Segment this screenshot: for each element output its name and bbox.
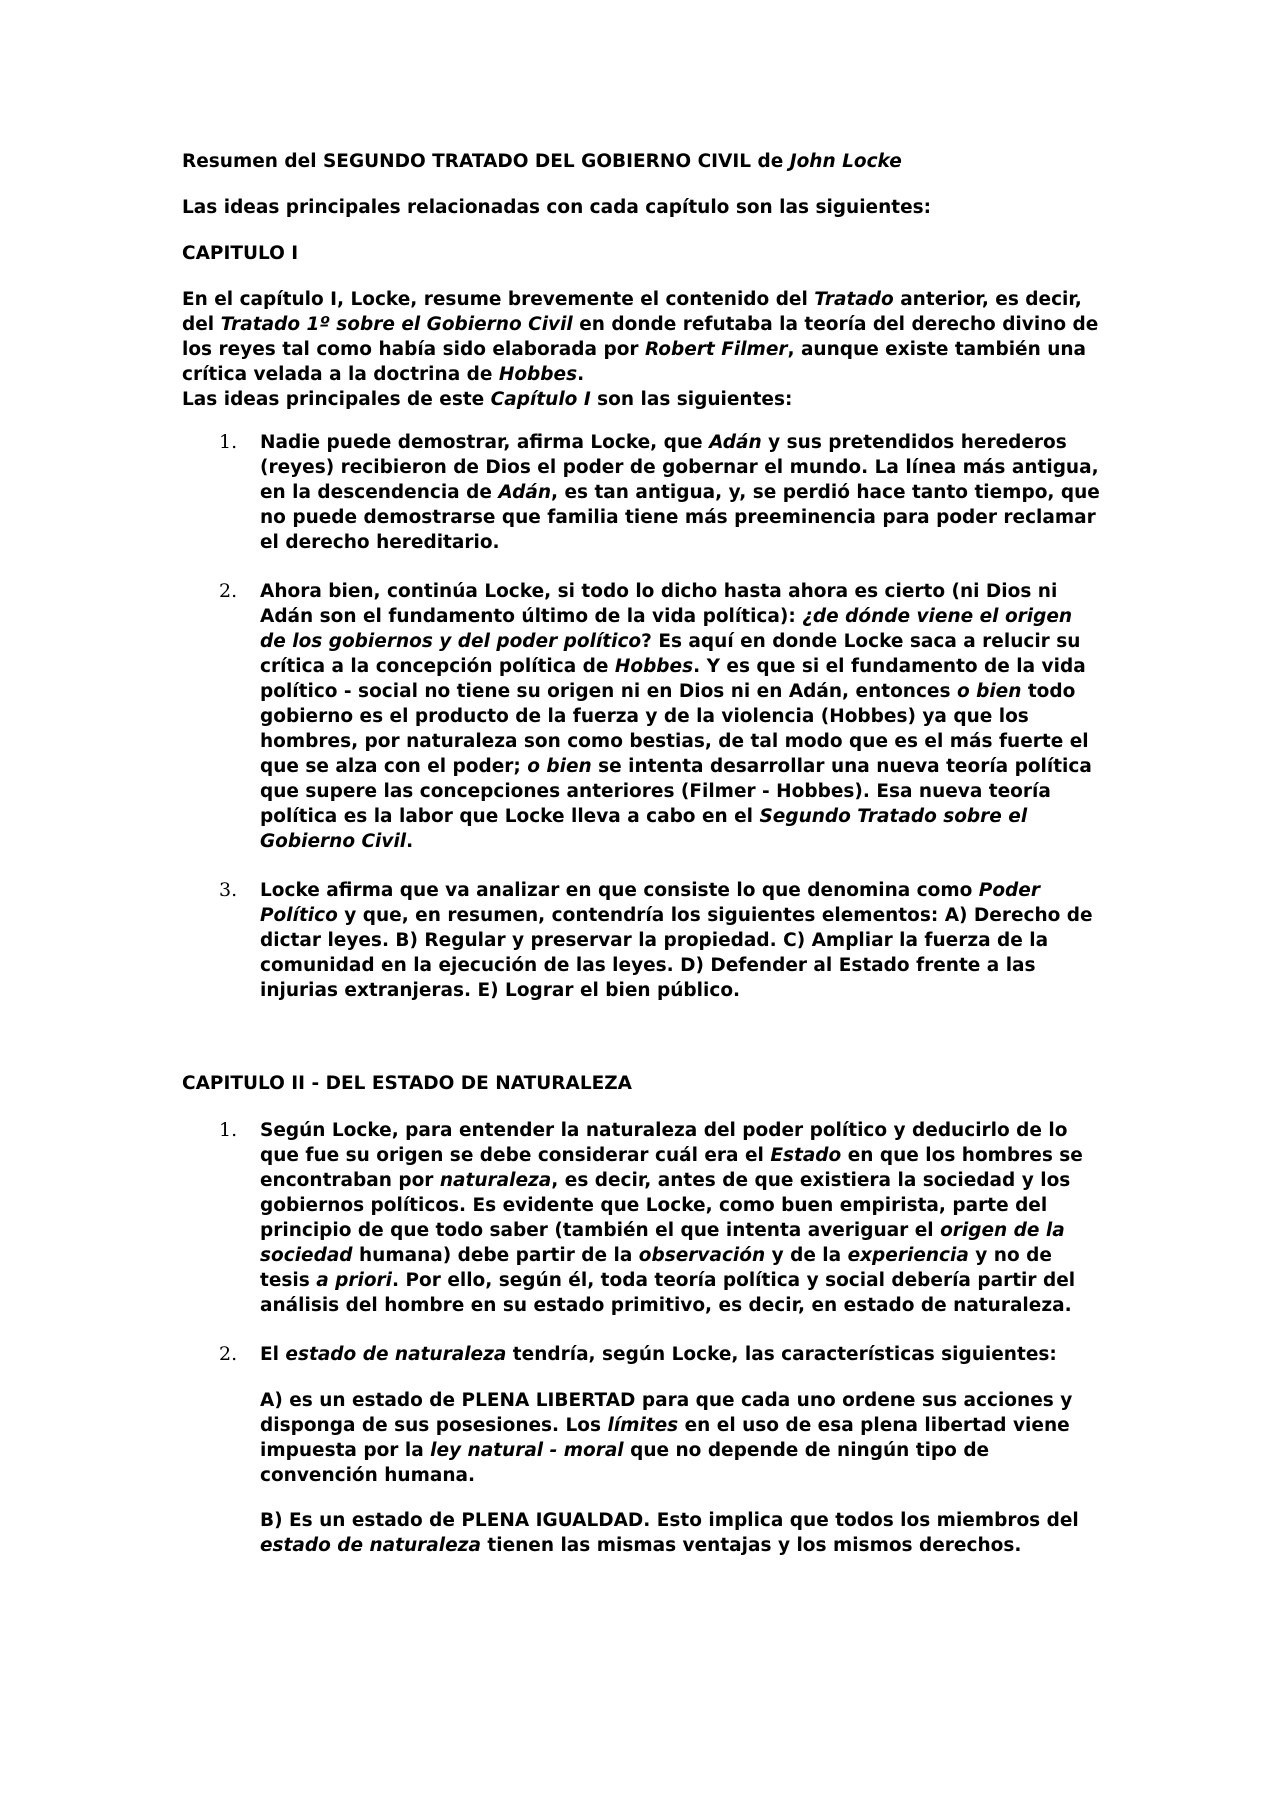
list-item: 1. Nadie puede demostrar, afirma Locke, que Adán y sus pretendidos herederos (reyes) recibieron de Dios el poder de gobernar el mundo. La línea más antigua, en la descendencia de Adán, es tan antigua, y, se perdió hace tanto tiempo, que no puede demostrarse que familia tiene más preeminencia para poder reclamar el derecho hereditario. [219,431,1100,553]
chapter-2-list [182,1118,1102,1558]
chapter-1-heading: CAPITULO I [182,243,299,264]
list-number: 1. [219,1119,238,1141]
characteristic-b: B) Es un estado de PLENA IGUALDAD. Esto implica que todos los miembros del estado de naturaleza tienen las mismas ventajas y los mismos derechos. [260,1510,1079,1556]
list-number: 2. [219,580,238,602]
list-number: 3. [219,879,238,901]
list-number: 1. [219,431,238,453]
document-body [182,149,1102,1558]
list-item: 3. Locke afirma que va analizar en que consiste lo que denomina como Poder Político y que, en resumen, contendría los siguientes elementos: A) Derecho de dictar leyes. B) Regular y preservar la propiedad. C) Ampliar la fuerza de la comunidad en la ejecución de las leyes. D) Defender al Estado frente a las injurias extranjeras. E) Lograr el bien público. [219,879,1093,1001]
chapter-1-summary-paragraph: En el capítulo I, Locke, resume brevemente el contenido del Tratado anterior, es decir, del Tratado 1º sobre el Gobierno Civil en donde refutaba la teoría del derecho divino de los reyes tal como había sido elaborada por Robert Filmer, aunque existe también una crítica velada a la doctrina de Hobbes. [182,289,1099,385]
chapter-1-list [182,430,1102,1003]
list-item: 1. Según Locke, para entender la naturaleza del poder político y deducirlo de lo que fue su origen se debe considerar cuál era el Estado en que los hombres se encontraban por naturaleza, es decir, antes de que existiera la sociedad y los gobiernos políticos. Es evidente que Locke, como buen empirista, parte del principio de que todo saber (también el que intenta averiguar el origen de la sociedad humana) debe partir de la observación y de la experiencia y no de tesis a priori. Por ello, según él, toda teoría política y social debería partir del análisis del hombre en su estado primitivo, es decir, en estado de naturaleza. [219,1119,1083,1316]
intro-paragraph: Las ideas principales relacionadas con cada capítulo son las siguientes: [182,197,932,218]
list-number: 2. [219,1343,238,1365]
author-name: John Locke [789,151,902,172]
list-item: 2. Ahora bien, continúa Locke, si todo lo dicho hasta ahora es cierto (ni Dios ni Adán son el fundamento último de la vida política): ¿de dónde viene el origen de los gobiernos y del poder político? Es aquí en donde Locke saca a relucir su crítica a la concepción política de Hobbes. Y es que si el fundamento de la vida político - social no tiene su origen ni en Dios ni en Adán, entonces o bien todo gobierno es el producto de la fuerza y de la violencia (Hobbes) ya que los hombres, por naturaleza son como bestias, de tal modo que es el más fuerte el que se alza con el poder; o bien se intenta desarrollar una nueva teoría política que supere las concepciones anteriores (Filmer - Hobbes). Esa nueva teoría política es la labor que Locke lleva a cabo en el Segundo Tratado sobre el Gobierno Civil. [219,580,1092,852]
chapter-2-heading: CAPITULO II - DEL ESTADO DE NATURALEZA [182,1073,632,1094]
chapter-1-ideas-intro: Las ideas principales de este Capítulo I son las siguientes: [182,389,793,410]
characteristic-a: A) es un estado de PLENA LIBERTAD para que cada uno ordene sus acciones y disponga de sus posesiones. Los límites en el uso de esa plena libertad viene impuesta por la ley natural - moral que no depende de ningún tipo de convención humana. [260,1390,1073,1486]
characteristics-intro: El estado de naturaleza tendría, según Locke, las características siguientes: [260,1344,1057,1365]
list-item [182,1342,1102,1558]
document-title: Resumen del SEGUNDO TRATADO DEL GOBIERNO CIVIL de John Locke [182,151,902,172]
